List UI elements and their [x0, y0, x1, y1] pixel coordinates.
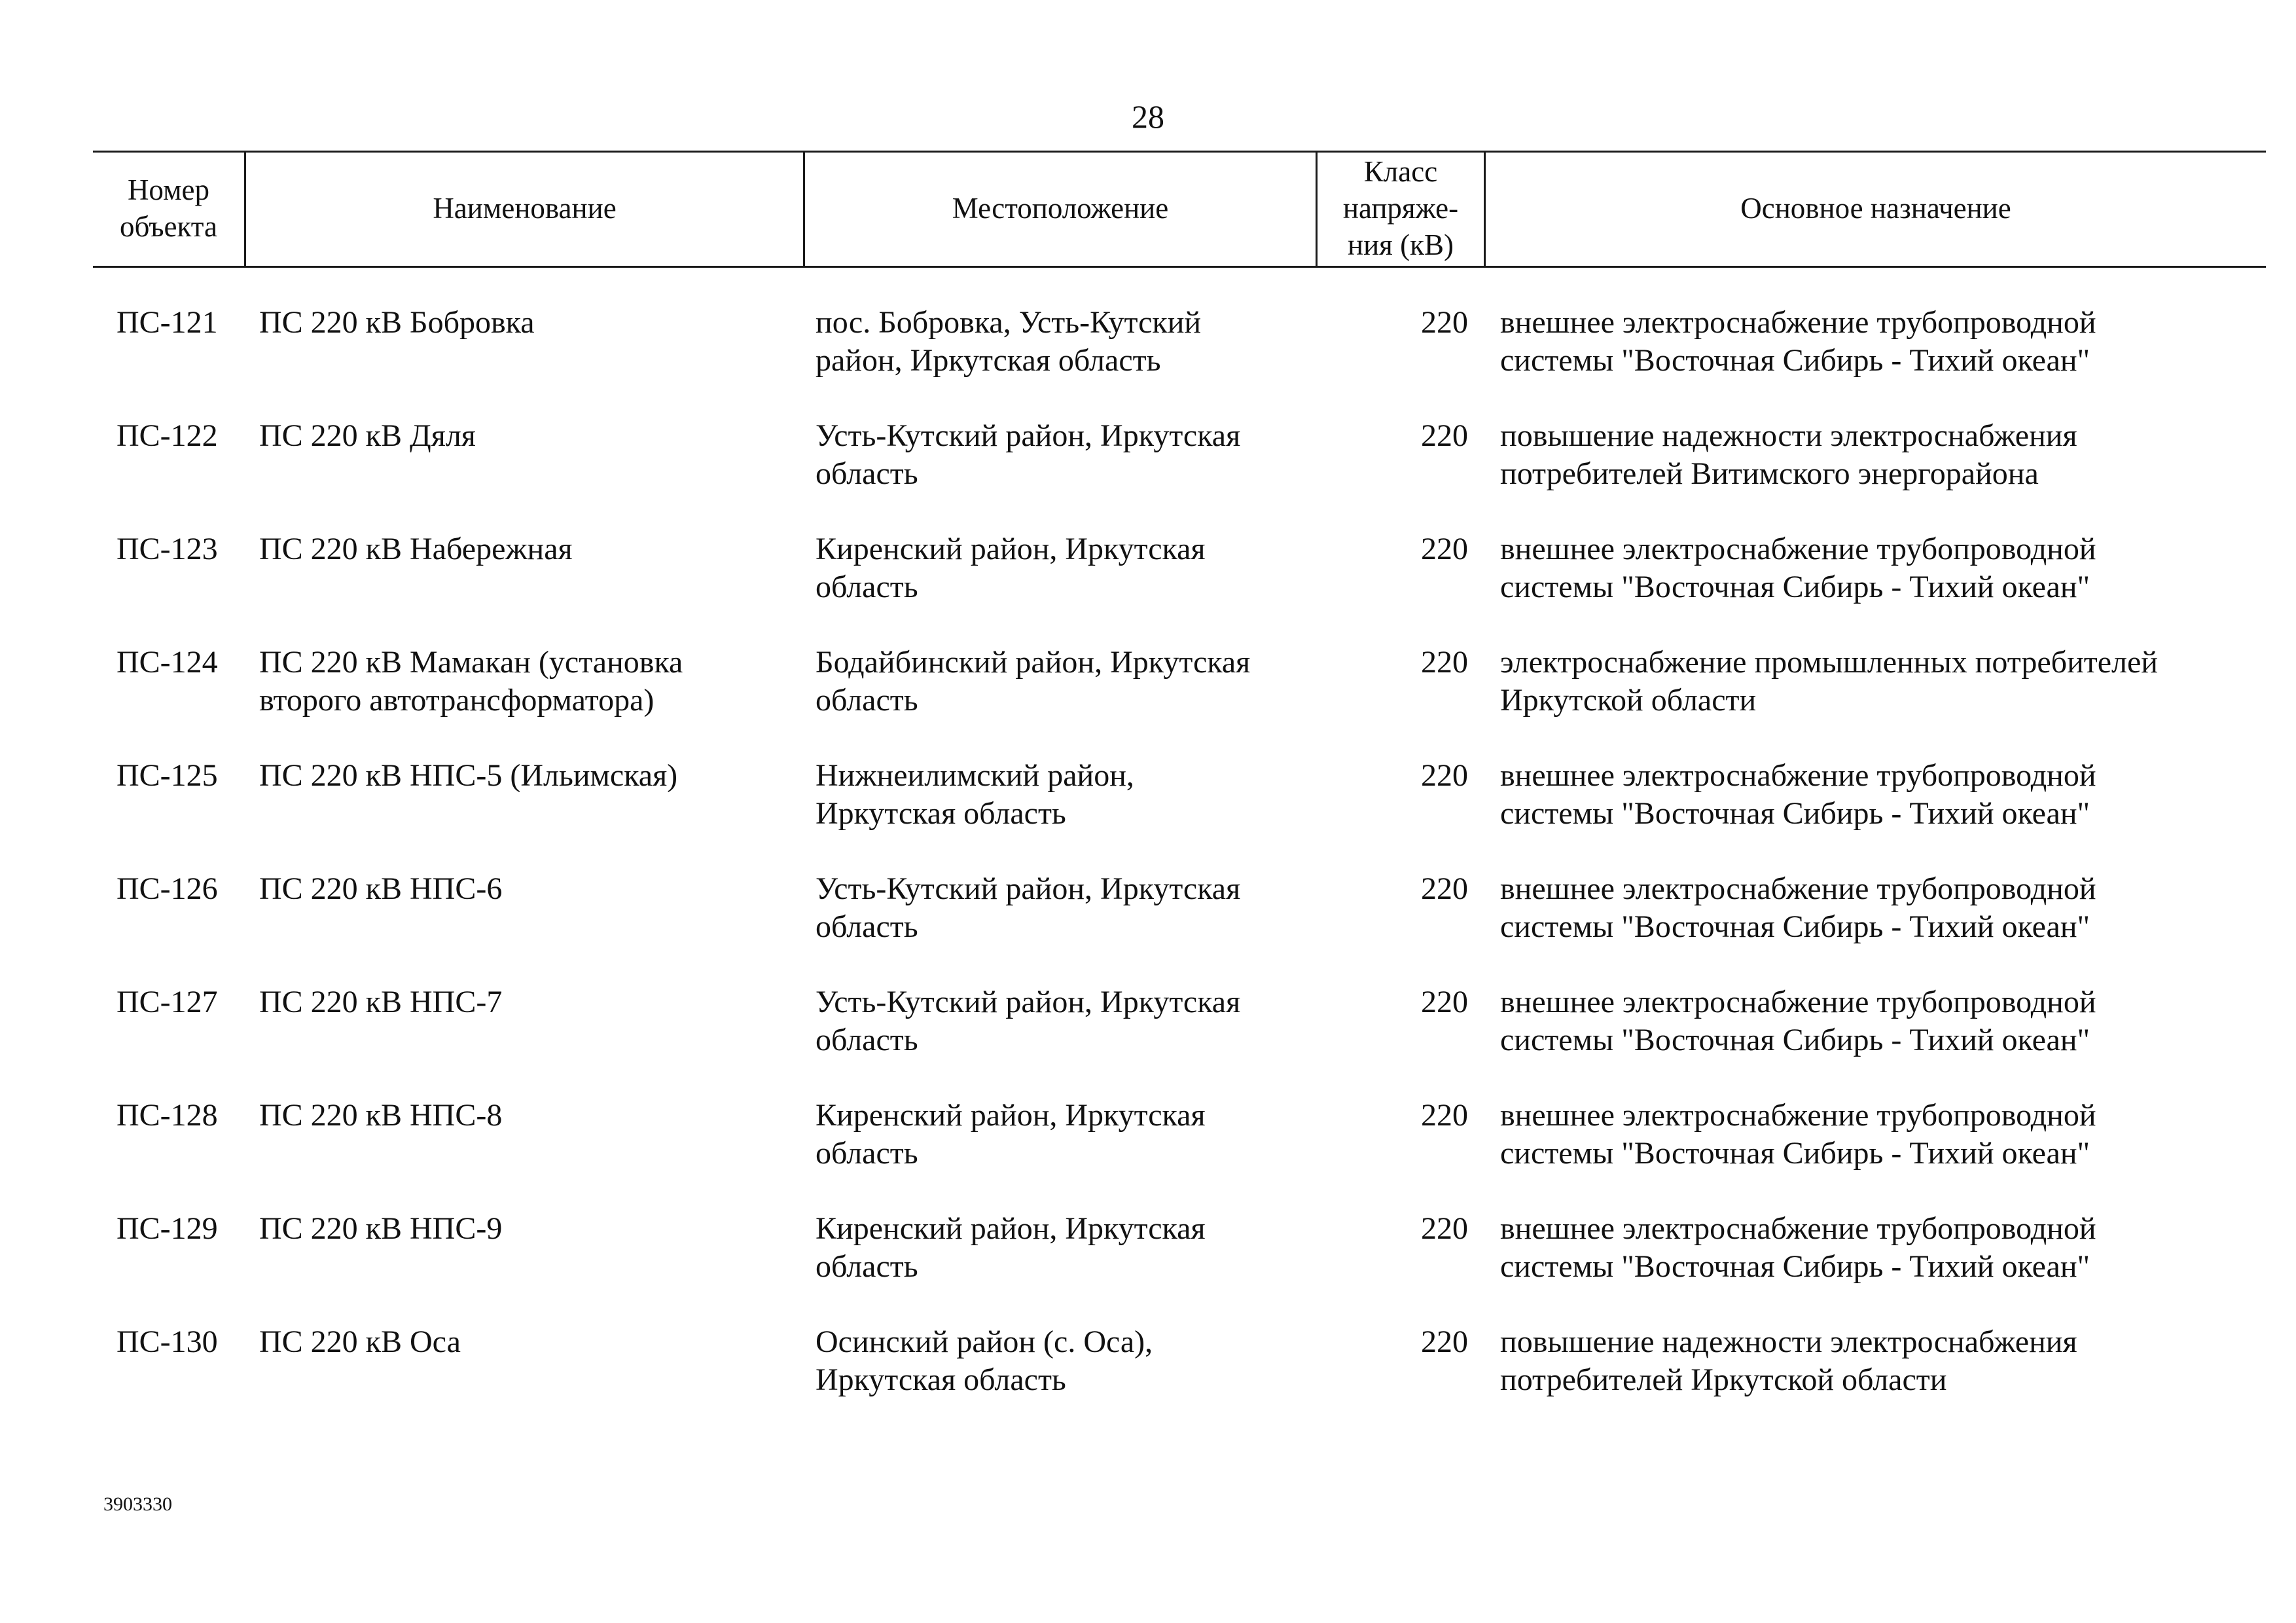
object-purpose: внешнее электроснабжение трубопроводной системы "Восточная Сибирь - Тихий океан" [1500, 985, 2096, 1057]
object-voltage: 220 [1421, 645, 1468, 680]
object-name: ПС 220 кВ НПС-8 [259, 1098, 503, 1133]
object-name: ПС 220 кВ НПС-7 [259, 985, 503, 1019]
table-row [93, 870, 2266, 983]
object-voltage: 220 [1421, 532, 1468, 566]
object-purpose: повышение надежности электроснабжения потребителей Иркутской области [1500, 1324, 2077, 1397]
object-voltage: 220 [1421, 1324, 1468, 1359]
object-voltage: 220 [1421, 871, 1468, 906]
object-voltage: 220 [1421, 758, 1468, 793]
table-row [93, 530, 2266, 644]
object-location: Киренский район, Иркутская область [816, 532, 1206, 604]
object-location: Усть-Кутский район, Иркутская область [816, 871, 1241, 944]
object-number: ПС-129 [117, 1211, 218, 1246]
object-voltage: 220 [1421, 418, 1468, 453]
object-number: ПС-124 [117, 645, 218, 680]
object-voltage: 220 [1421, 985, 1468, 1019]
object-number: ПС-122 [117, 418, 218, 453]
header-voltage-class: Класс напряже- ния (кВ) [1342, 155, 1459, 261]
object-purpose: внешнее электроснабжение трубопроводной системы "Восточная Сибирь - Тихий океан" [1500, 1098, 2096, 1171]
object-name: ПС 220 кВ Бобровка [259, 305, 535, 340]
object-name: ПС 220 кВ НПС-5 (Ильимская) [259, 758, 678, 793]
object-location: Усть-Кутский район, Иркутская область [816, 418, 1241, 491]
object-location: пос. Бобровка, Усть-Кутский район, Иркутская область [816, 305, 1202, 378]
table-row [93, 1210, 2266, 1323]
table-row [93, 644, 2266, 757]
header-object-number: Номер объекта [120, 173, 217, 243]
object-number: ПС-123 [117, 532, 218, 566]
object-location: Нижнеилимский район, Иркутская область [816, 758, 1134, 831]
page-number: 28 [1132, 98, 1164, 135]
object-number: ПС-130 [117, 1324, 218, 1359]
object-voltage: 220 [1421, 305, 1468, 340]
object-number: ПС-127 [117, 985, 218, 1019]
object-location: Усть-Кутский район, Иркутская область [816, 985, 1241, 1057]
object-purpose: внешнее электроснабжение трубопроводной системы "Восточная Сибирь - Тихий океан" [1500, 758, 2096, 831]
table-row [93, 757, 2266, 870]
object-name: ПС 220 кВ Набережная [259, 532, 573, 566]
object-voltage: 220 [1421, 1211, 1468, 1246]
object-location: Осинский район (с. Оса), Иркутская область [816, 1324, 1153, 1397]
object-location: Киренский район, Иркутская область [816, 1211, 1206, 1284]
object-number: ПС-128 [117, 1098, 218, 1133]
table-header-bottom-rule [93, 266, 2266, 268]
object-number: ПС-121 [117, 305, 218, 340]
object-location: Бодайбинский район, Иркутская область [816, 645, 1251, 718]
object-name: ПС 220 кВ Мамакан (установка второго автотрансформатора) [259, 645, 683, 718]
header-location: Местоположение [952, 192, 1169, 225]
table-row [93, 983, 2266, 1097]
object-name: ПС 220 кВ Оса [259, 1324, 461, 1359]
table-row [93, 417, 2266, 530]
object-purpose: повышение надежности электроснабжения потребителей Витимского энергорайона [1500, 418, 2077, 491]
object-purpose: внешнее электроснабжение трубопроводной системы "Восточная Сибирь - Тихий океан" [1500, 305, 2096, 378]
object-purpose: электроснабжение промышленных потребителей Иркутской области [1500, 645, 2158, 718]
table-row [93, 1097, 2266, 1210]
header-name: Наименование [433, 192, 617, 225]
object-name: ПС 220 кВ Дяля [259, 418, 476, 453]
table-body [93, 304, 2266, 1436]
object-voltage: 220 [1421, 1098, 1468, 1133]
object-purpose: внешнее электроснабжение трубопроводной системы "Восточная Сибирь - Тихий океан" [1500, 1211, 2096, 1284]
table-row [93, 1323, 2266, 1436]
header-purpose: Основное назначение [1740, 192, 2011, 225]
object-purpose: внешнее электроснабжение трубопроводной системы "Восточная Сибирь - Тихий океан" [1500, 532, 2096, 604]
object-name: ПС 220 кВ НПС-6 [259, 871, 503, 906]
table-row [93, 304, 2266, 417]
object-number: ПС-126 [117, 871, 218, 906]
object-name: ПС 220 кВ НПС-9 [259, 1211, 503, 1246]
document-code: 3903330 [103, 1493, 172, 1515]
object-number: ПС-125 [117, 758, 218, 793]
object-purpose: внешнее электроснабжение трубопроводной системы "Восточная Сибирь - Тихий океан" [1500, 871, 2096, 944]
object-location: Киренский район, Иркутская область [816, 1098, 1206, 1171]
